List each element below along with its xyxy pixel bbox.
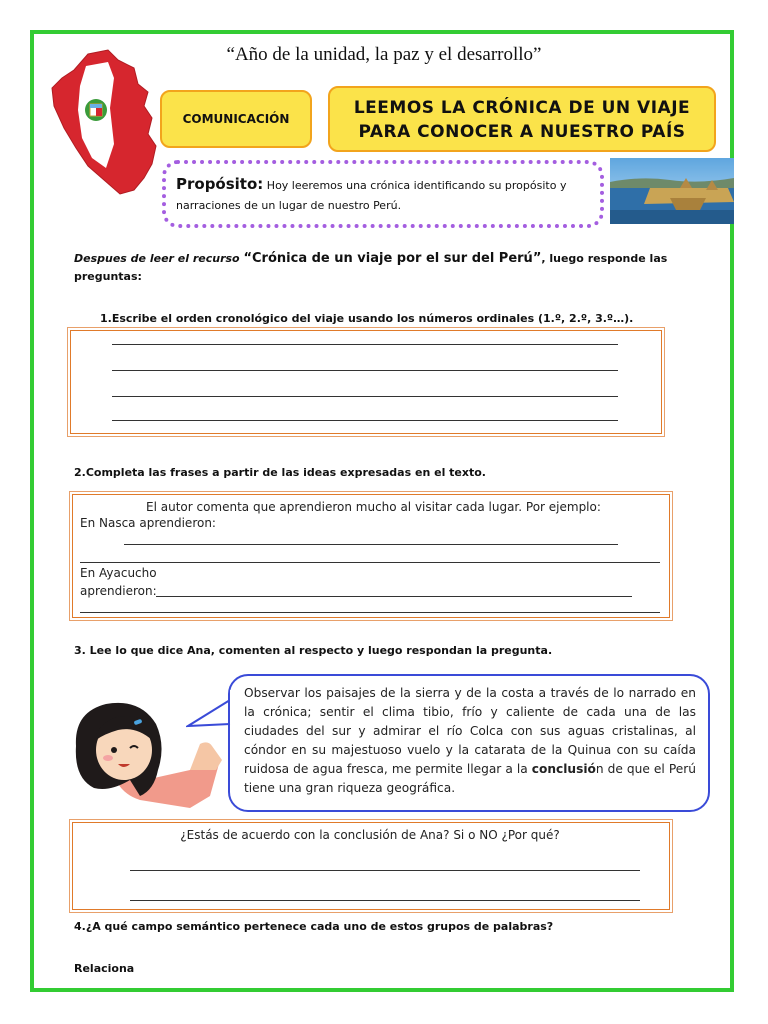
lesson-title-line2: PARA CONOCER A NUESTRO PAÍS: [358, 122, 686, 142]
question-2: 2.Completa las frases a partir de las ideas expresadas en el texto.: [74, 466, 486, 479]
q2-line4: aprendieron:: [80, 584, 157, 598]
lesson-title-line1: LEEMOS LA CRÓNICA DE UN VIAJE: [353, 98, 691, 118]
answer-line[interactable]: [112, 344, 618, 345]
relaciona-label: Relaciona: [74, 962, 135, 975]
instructions-italic: Despues de leer el recurso: [74, 252, 240, 265]
purpose-text: Hoy leeremos una crónica identificando su propósito y narraciones de un lugar de nuestro Perú.: [176, 179, 567, 212]
question-3: 3. Lee lo que dice Ana, comenten al respecto y luego respondan la pregunta.: [74, 644, 553, 657]
q3-question: ¿Estás de acuerdo con la conclusión de Ana? Si o NO ¿Por qué?: [180, 828, 560, 842]
peru-flag-map-icon: [48, 48, 160, 198]
speech-bubble-tail: [186, 694, 232, 734]
instructions: [74, 250, 674, 286]
answer-line[interactable]: [156, 596, 632, 597]
answer-line[interactable]: [80, 562, 660, 563]
answer-line[interactable]: [130, 870, 640, 871]
bubble-text-bold: conclusió: [531, 762, 596, 776]
lesson-title: [328, 86, 716, 152]
q2-line1: El autor comenta que aprendieron mucho al visitar cada lugar. Por ejemplo:: [146, 500, 601, 514]
ana-speech-bubble: [228, 674, 710, 812]
subject-label: COMUNICACIÓN: [160, 90, 312, 148]
lake-titicaca-photo-icon: [610, 158, 734, 224]
q2-line2: En Nasca aprendieron:: [80, 516, 216, 530]
bubble-text-end: n de que el Perú tiene una gran riqueza geográfica.: [244, 762, 696, 795]
question-4: 4.¿A qué campo semántico pertenece cada uno de estos grupos de palabras?: [74, 920, 554, 933]
answer-box-1[interactable]: [70, 330, 662, 434]
bubble-text-start: Observar los paisajes de la sierra y de la costa a través de lo narrado en la crónica; sentir el clima tibio, frío y caliente de cada una de las ciudades del sur y admirar el río Colca con sus aguas cristalinas, al cóndor en su majestuoso vuelo y la catarata de la Quinua con su caída ruidosa de agua fresca, me permite llegar a la: [244, 686, 696, 776]
purpose-label: Propósito:: [176, 175, 264, 193]
answer-line[interactable]: [112, 420, 618, 421]
year-title: “Año de la unidad, la paz y el desarrollo”: [226, 44, 542, 65]
question-1: 1.Escribe el orden cronológico del viaje usando los números ordinales (1.º, 2.º, 3.º…).: [100, 312, 634, 325]
bubble-tail-joint: [230, 690, 236, 720]
answer-line[interactable]: [124, 544, 618, 545]
purpose-box: [162, 160, 604, 228]
answer-line[interactable]: [130, 900, 640, 901]
instructions-rest: , luego responde las preguntas:: [74, 252, 668, 283]
answer-line[interactable]: [80, 612, 660, 613]
answer-line[interactable]: [112, 370, 618, 371]
answer-line[interactable]: [112, 396, 618, 397]
q2-line3: En Ayacucho: [80, 566, 157, 580]
resource-title: “Crónica de un viaje por el sur del Perú”: [243, 251, 542, 266]
